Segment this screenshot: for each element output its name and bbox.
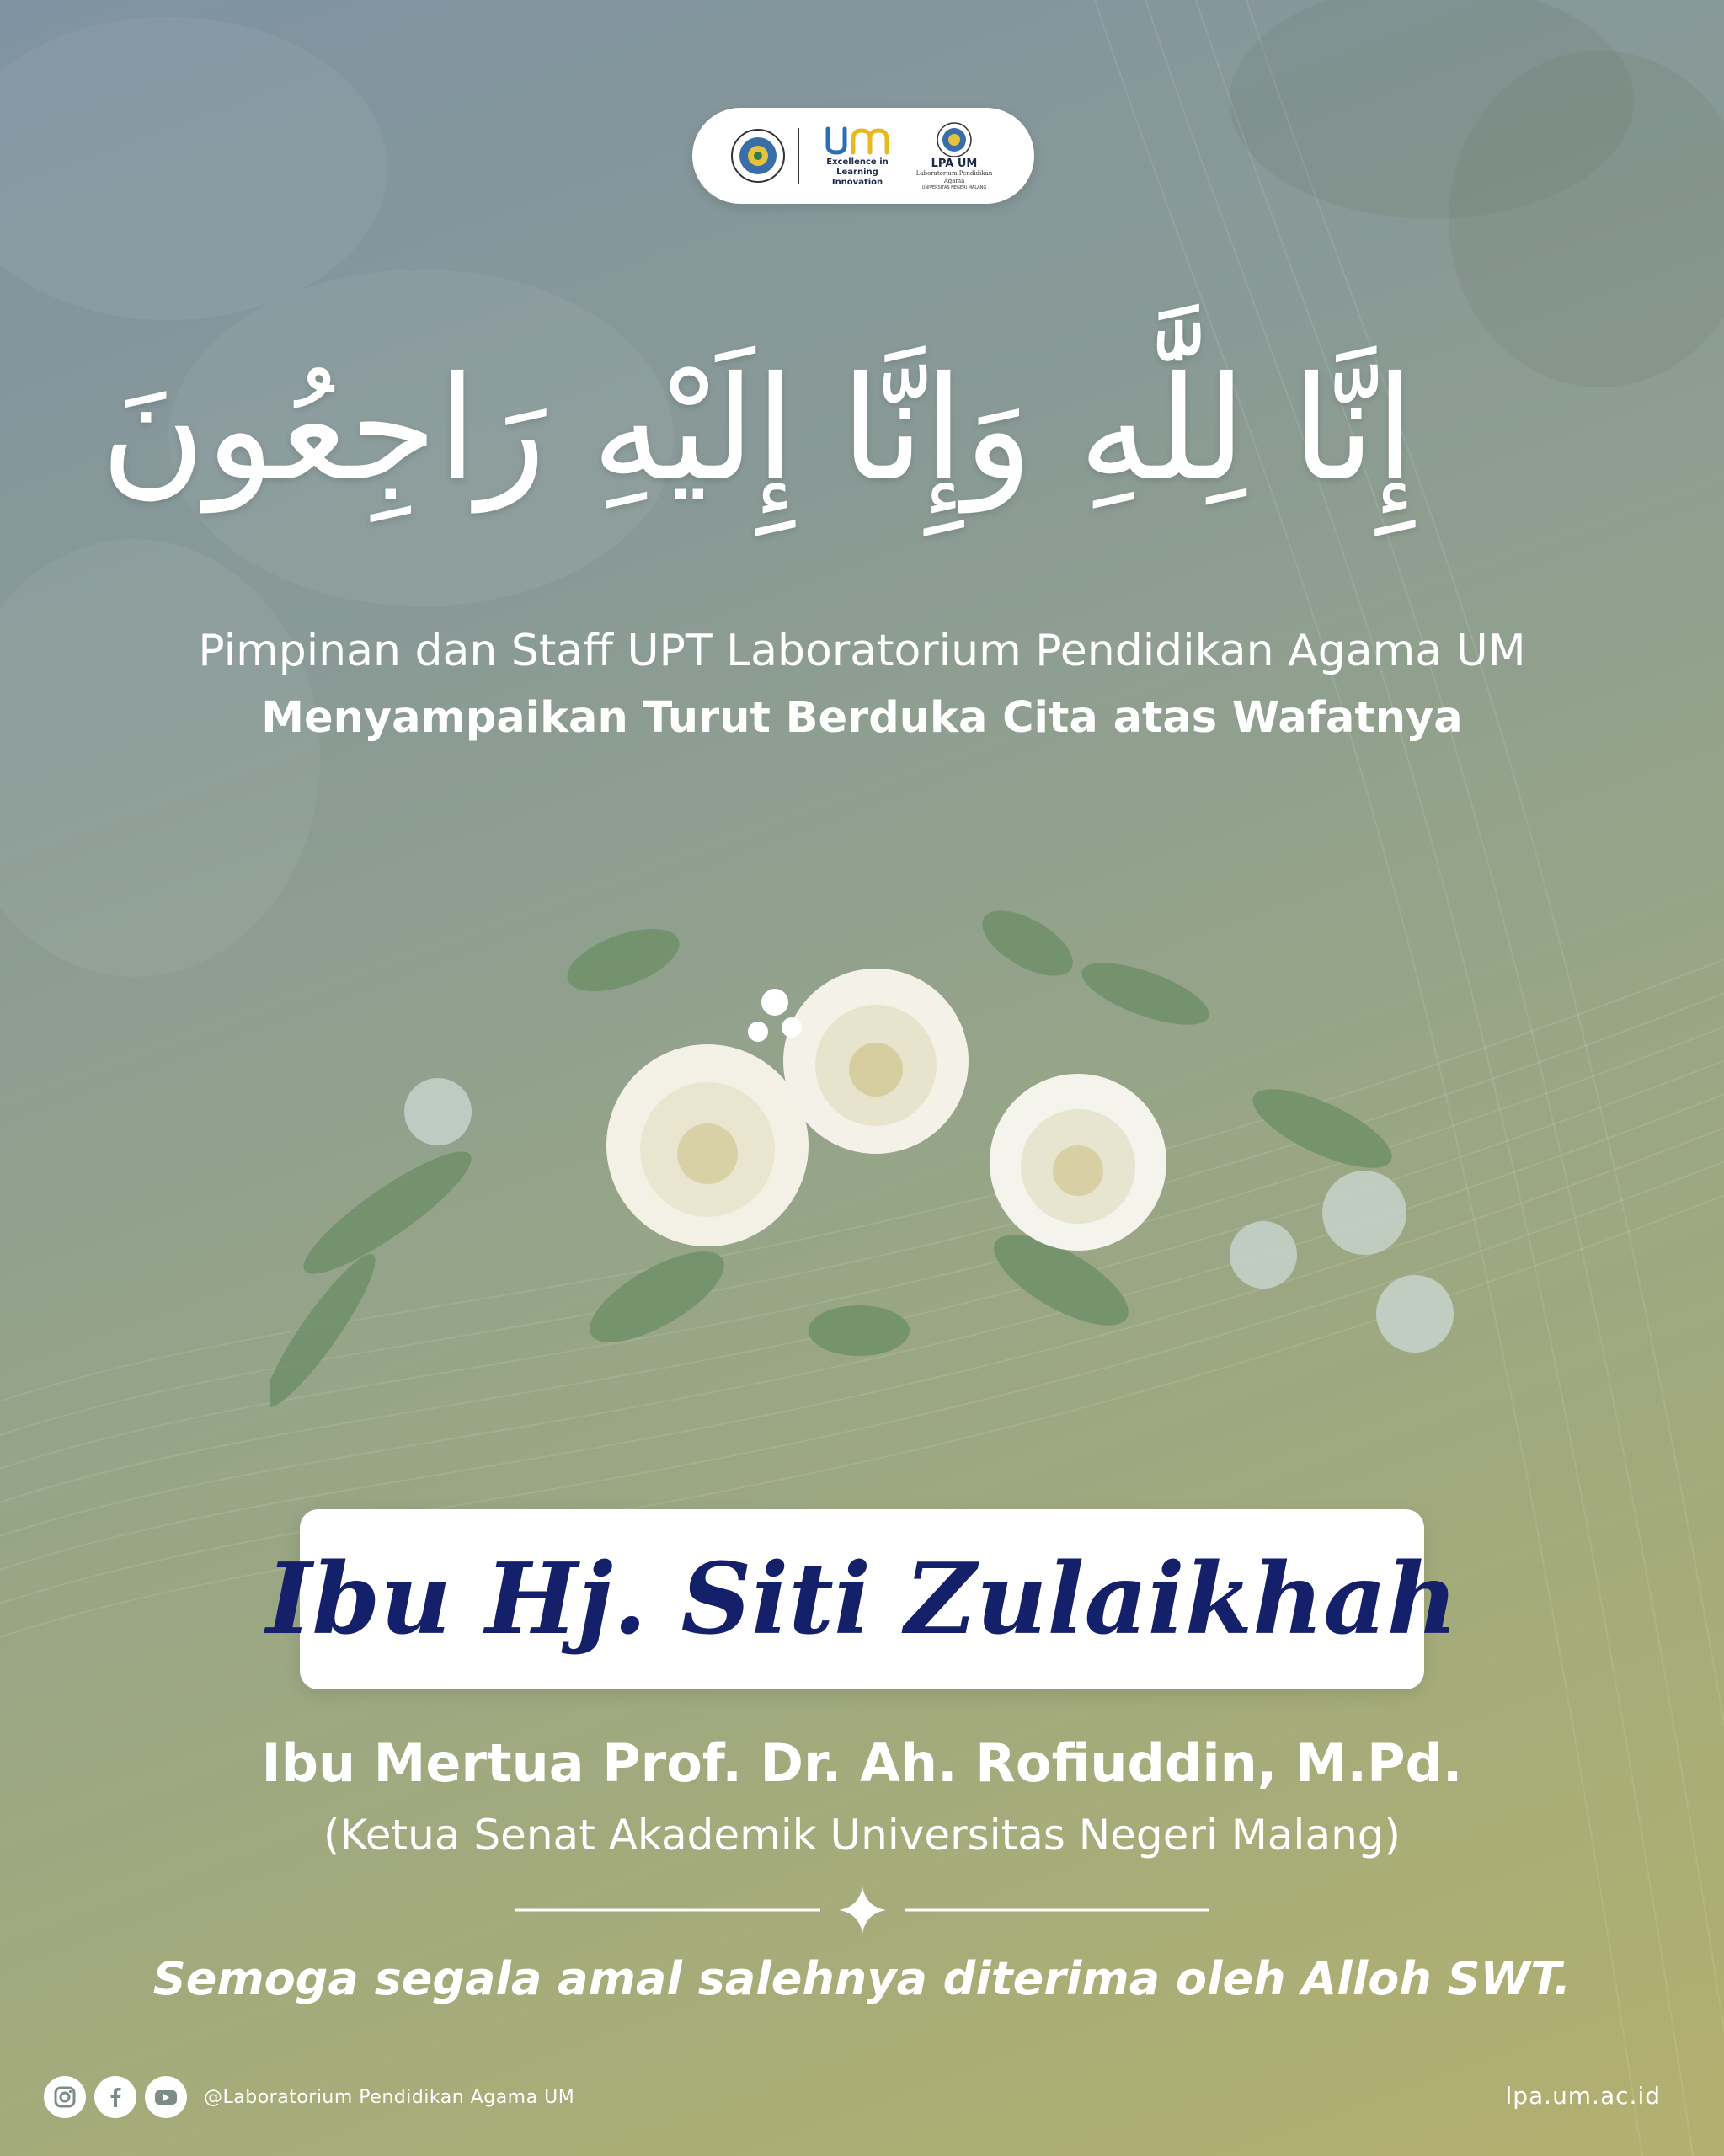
um-logo	[811, 124, 904, 188]
white-roses-bouquet	[270, 859, 1465, 1432]
relation-line: Ibu Mertua Prof. Dr. Ah. Rofiuddin, M.Pd.	[261, 1732, 1463, 1794]
deceased-name-box	[266, 1509, 1458, 1689]
prayer-line: Semoga segala amal salehnya diterima oleh Alloh SWT.	[152, 1952, 1572, 2005]
um-tagline-2: Learning Innovation	[831, 168, 883, 187]
condolence-line: Menyampaikan Turut Berduka Cita atas Wafatnya	[261, 693, 1463, 743]
lpa-university: UNIVERSITAS NEGERI MALANG	[921, 184, 987, 190]
logo-divider	[798, 128, 799, 184]
deceased-name: Ibu Hj. Siti Zulaikhah	[266, 1542, 1458, 1657]
um-wordmark-logo	[819, 124, 895, 157]
from-line: Pimpinan dan Staff UPT Laboratorium Pendidikan Agama UM	[198, 626, 1526, 676]
position-line: (Ketua Senat Akademik Universitas Negeri Malang)	[323, 1811, 1401, 1860]
social-footer	[44, 2075, 574, 2119]
lpa-subtitle: Laboratorium Pendidikan Agama	[915, 169, 993, 184]
lpa-seal-icon	[936, 121, 973, 158]
instagram-icon[interactable]	[44, 2076, 86, 2118]
social-handle: @Laboratorium Pendidikan Agama UM	[204, 2086, 575, 2108]
facebook-icon[interactable]	[94, 2076, 136, 2118]
um-tagline-1: Excellence in	[826, 157, 889, 167]
website-url[interactable]: lpa.um.ac.id	[1505, 2082, 1661, 2110]
divider-ornament	[515, 1885, 1209, 1935]
um-seal-logo	[730, 128, 786, 184]
logo-bar	[692, 108, 1034, 204]
arabic-calligraphy: إِنَّا لِلَّٰهِ وَإِنَّا إِلَيْهِ رَاجِعُونَ	[100, 346, 1415, 513]
lpa-logo	[912, 121, 996, 191]
youtube-icon[interactable]	[145, 2076, 187, 2118]
lpa-name: LPA UM	[931, 157, 978, 170]
